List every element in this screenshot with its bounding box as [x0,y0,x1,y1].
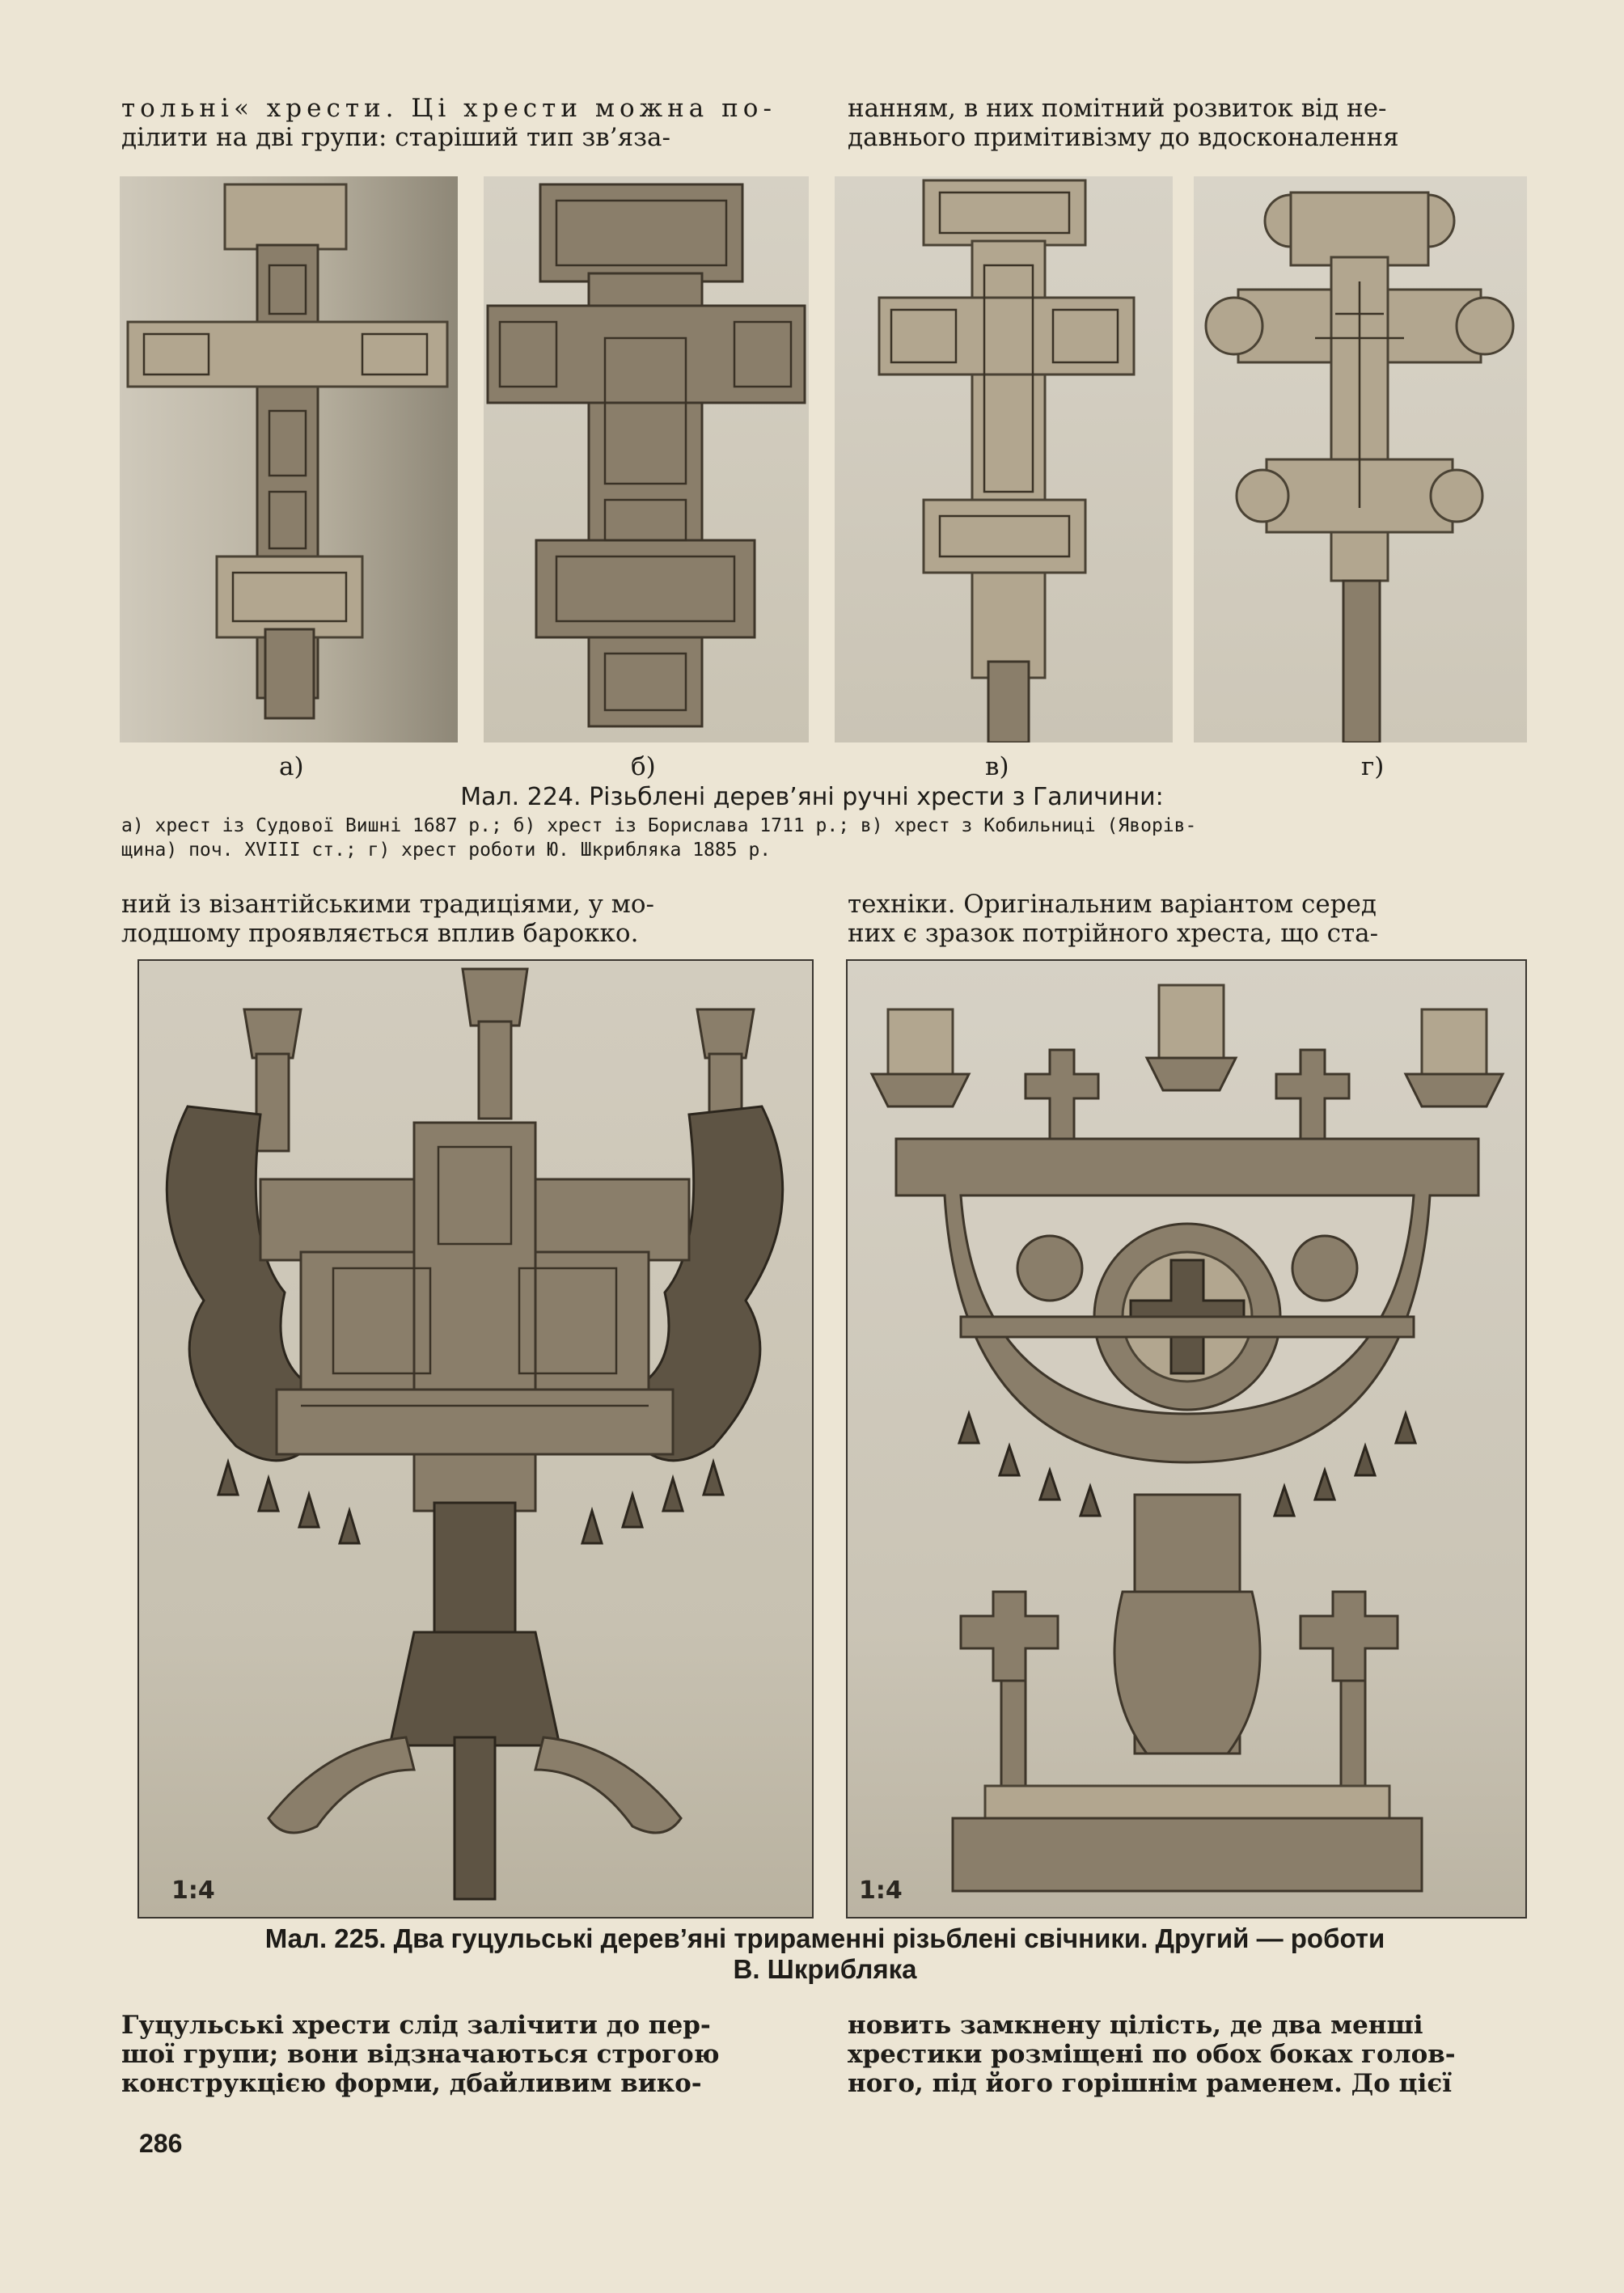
photo-cross-a [120,176,458,742]
photo-cross-b [484,176,809,742]
figure-label-a: а) [279,752,304,781]
page-number: 286 [139,2129,183,2158]
text-line: техніки. Оригінальним варіантом серед [848,890,1377,919]
photo-cross-v [835,176,1173,742]
photo-candlestick-left [137,959,814,1919]
text-line: ний із візантійськими традиціями, у мо- [121,890,655,919]
text-line: тольні« хрести. Ці хрести можна по- [121,94,776,123]
figure-224-title: Мал. 224. Різьблені дерев’яні ручні хрести з Галичини: [460,783,1164,811]
figure-label-g: г) [1361,752,1385,781]
caption-line: В. Шкрибляка [733,1954,917,1984]
top-left-column [121,94,793,152]
text-line: ного, під його горішнім раменем. До цієї [848,2069,1453,2098]
middle-right-column [848,890,1527,948]
caption-line: щина) поч. XVIII ст.; г) хрест роботи Ю. Шкрибляка 1885 р. [121,840,772,861]
bottom-right-column [848,2011,1527,2098]
text-line: шої групи; вони відзначаються строгою [121,2040,720,2069]
middle-left-column [121,890,793,948]
text-line: них є зразок потрійного хреста, що ста- [848,919,1379,948]
scale-right: 1:4 [859,1876,903,1905]
text-line: конструкцією форми, дбайливим вико- [121,2069,702,2098]
figure-224-description [121,814,1529,862]
caption-line: Мал. 225. Два гуцульські дерев’яні трираменні різьблені свічники. Другий — роботи [264,1923,1385,1953]
bottom-left-column [121,2011,793,2098]
photo-cross-g [1194,176,1527,742]
caption-line: а) хрест із Судової Вишні 1687 р.; б) хрест із Борислава 1711 р.; в) хрест з Кобильниці (Яворів- [121,815,1197,836]
figure-label-v: в) [985,752,1009,781]
text-line: давнього примітивізму до вдосконалення [848,123,1399,152]
text-line: нанням, в них помітний розвиток від не- [848,94,1387,123]
figure-label-b: б) [631,752,656,781]
text-line: лодшому проявляється вплив барокко. [121,919,639,948]
scale-left: 1:4 [171,1876,215,1905]
top-right-column [848,94,1527,152]
text-line: ділити на дві групи: старіший тип зв’яза- [121,123,670,152]
text-line: хрестики розміщені по обох боках голов- [848,2040,1456,2069]
photo-candlestick-right [846,959,1527,1919]
text-line: Гуцульські хрести слід залічити до пер- [121,2011,711,2040]
figure-225-caption [121,1923,1529,1985]
text-line: новить замкнену цілість, де два менші [848,2011,1423,2040]
